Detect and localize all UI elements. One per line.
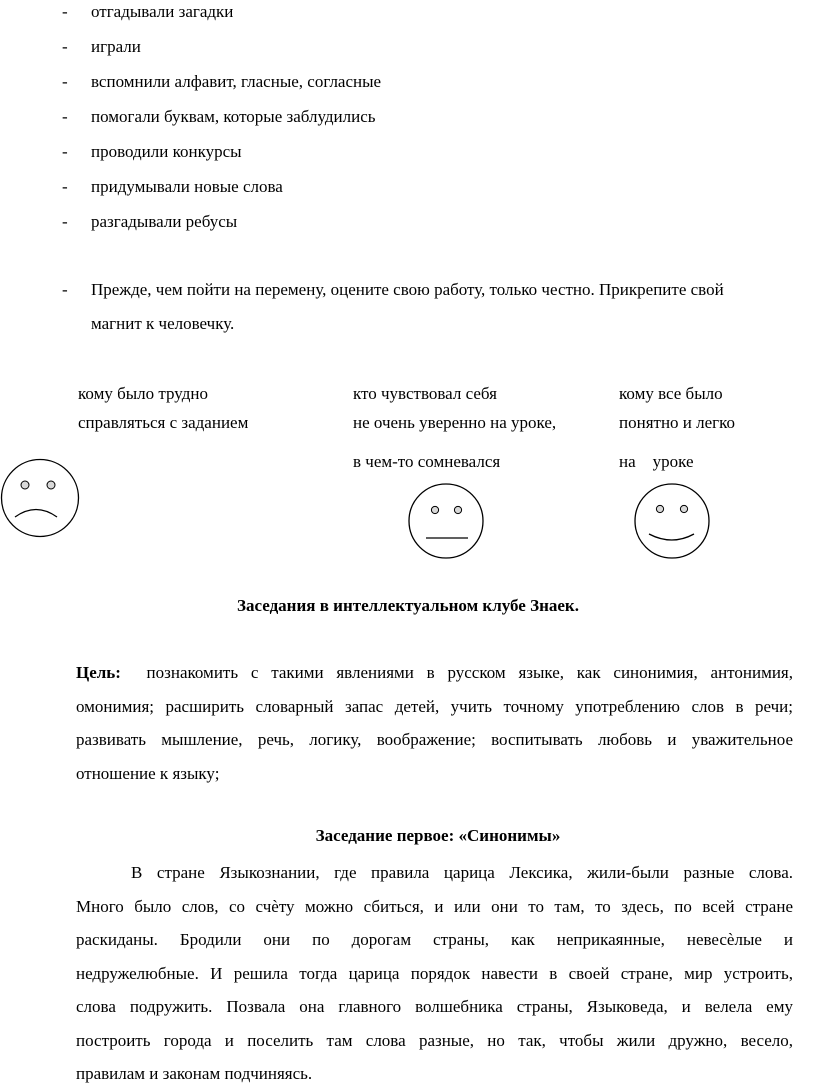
neutral-face-icon [406, 484, 486, 564]
list-dash: - [62, 107, 68, 126]
list-dash: - [62, 142, 68, 161]
col3-line-3: на уроке [619, 452, 694, 471]
assessment-line-2: магнит к человечку. [91, 314, 235, 333]
story-line: построить города и поселить там слова разные, но так, чтобы жили дружно, весело, [76, 1030, 793, 1050]
col1-line-1: кому было трудно [78, 384, 208, 403]
story-line: правилам и законам подчиняясь. [76, 1064, 313, 1083]
list-dash: - [62, 280, 68, 299]
col3-line-2: понятно и легко [619, 413, 736, 432]
list-item: проводили конкурсы [91, 142, 242, 161]
col2-line-2: не очень уверенно на уроке, [353, 413, 557, 432]
session-title: Заседание первое: «Синонимы» [315, 826, 561, 845]
list-dash: - [62, 72, 68, 91]
goal-line: омонимия; расширить словарный запас детей, учить точному употреблению слов в речи; [76, 696, 793, 716]
story-paragraph [76, 856, 793, 1091]
list-item: играли [91, 37, 141, 56]
goal-label: Цель: [76, 663, 121, 682]
story-line: слова подружить. Позвала она главного волшебника страны, Языковеда, и велела ему [76, 997, 793, 1016]
happy-face-icon [632, 484, 712, 564]
goal-paragraph [76, 656, 793, 790]
sad-face-icon [0, 458, 80, 538]
col2-line-3: в чем-то сомневался [353, 452, 501, 471]
list-dash: - [62, 37, 68, 56]
list-item: разгадывали ребусы [91, 212, 238, 231]
story-line: недружелюбные. И решила тогда царица порядок навести в своей стране, мир устроить, [76, 963, 793, 983]
goal-line: развивать мышление, речь, логику, воображение; воспитывать любовь и уважительное [76, 730, 793, 749]
goal-line [76, 656, 793, 690]
goal-text: познакомить с такими явлениями в русском языке, как синонимия, антонимия, [146, 663, 793, 682]
club-title: Заседания в интеллектуальном клубе Знаек. [237, 596, 579, 615]
story-line: раскиданы. Бродили они по дорогам страны, как неприкаянные, невесѐлые и [76, 930, 793, 949]
story-line: В стране Языкознании, где правила царица Лексика, жили-были разные слова. [131, 863, 793, 882]
col3-line-1: кому все было [619, 384, 723, 403]
list-item: придумывали новые слова [91, 177, 283, 196]
list-item: отгадывали загадки [91, 2, 234, 21]
col1-line-2: справляться с заданием [78, 413, 249, 432]
story-line: Много было слов, со счѐту можно сбиться, и или они то там, то здесь, по всей стране [76, 896, 793, 916]
assessment-line-1: Прежде, чем пойти на перемену, оцените свою работу, только честно. Прикрепите свой [91, 280, 724, 299]
list-item: вспомнили алфавит, гласные, согласные [91, 72, 382, 91]
list-dash: - [62, 212, 68, 231]
goal-line: отношение к языку; [76, 763, 220, 783]
col2-line-1: кто чувствовал себя [353, 384, 497, 403]
list-dash: - [62, 2, 68, 21]
list-dash: - [62, 177, 68, 196]
list-item: помогали буквам, которые заблудились [91, 107, 376, 126]
